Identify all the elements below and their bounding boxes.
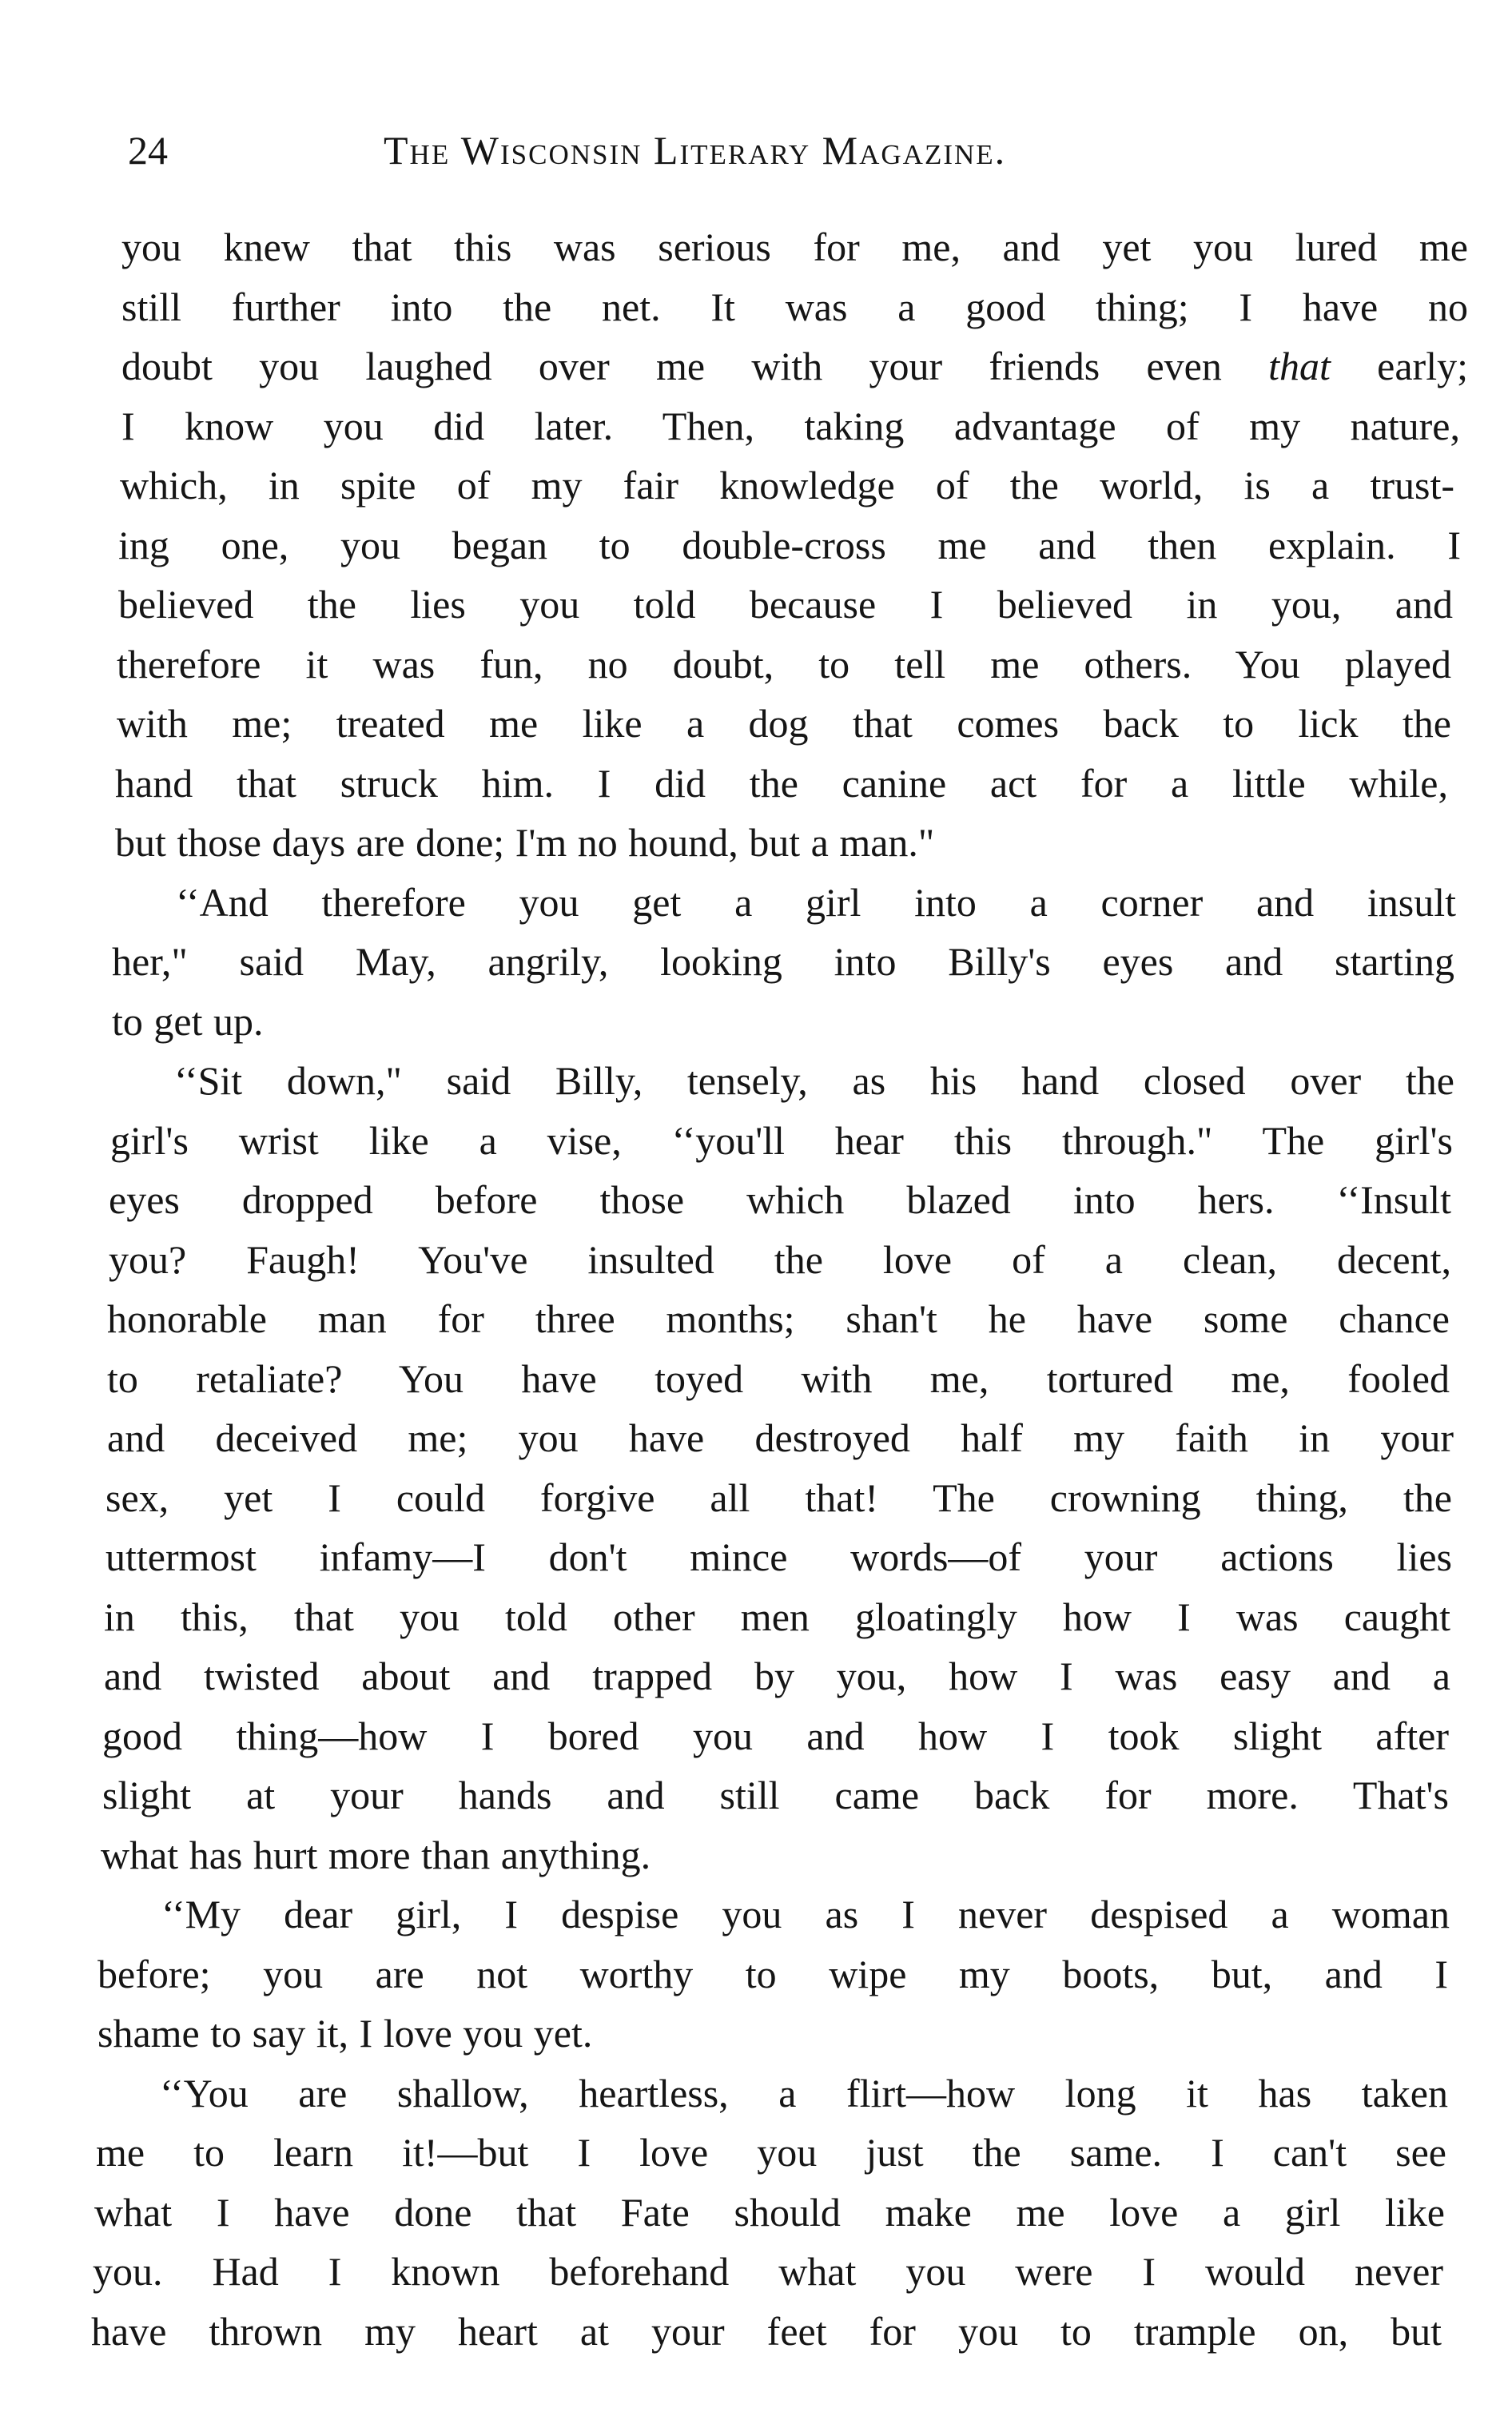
text-line-with-italic xyxy=(121,336,1468,396)
text-line: what has hurt more than anything. xyxy=(101,1832,651,1877)
text-line: which, in spite of my fair knowledge of the world, is a trust- xyxy=(120,463,1454,508)
text-line: you knew that this was serious for me, and yet you lured me xyxy=(121,225,1468,269)
running-title: The Wisconsin Literary Magazine. xyxy=(384,128,1007,173)
text-line: to retaliate? You have toyed with me, tortured me, fooled xyxy=(107,1355,1450,1401)
text-line: ‘‘Sit down," said Billy, tensely, as his hand closed over the xyxy=(174,1058,1454,1103)
text-line: before; you are not worthy to wipe my boots, but, and I xyxy=(97,1951,1448,1996)
text-line: me to learn it!—but I love you just the same. I can't see xyxy=(96,2130,1446,2175)
text-line: good thing—how I bored you and how I took slight after xyxy=(102,1713,1449,1758)
text-line: with me; treated me like a dog that comes back to lick the xyxy=(117,701,1451,746)
text-line: you? Faugh! You've insulted the love of a clean, decent, xyxy=(109,1236,1451,1282)
text-line: ‘‘My dear girl, I despise you as I never despised a woman xyxy=(161,1892,1450,1936)
text-line-part: early; xyxy=(1330,344,1468,388)
text-line: to get up. xyxy=(112,998,264,1044)
text-line: girl's wrist like a vise, ‘‘you'll hear this through." The girl's xyxy=(110,1117,1453,1163)
text-line: sex, yet I could forgive all that! The crowning thing, the xyxy=(105,1475,1452,1520)
text-line: you. Had I known beforehand what you were I would never xyxy=(93,2249,1443,2294)
body-text xyxy=(80,217,1470,2361)
text-line: ‘‘You are shallow, heartless, a flirt—how long it has taken xyxy=(160,2070,1448,2116)
text-line: I know you did later. Then, taking advantage of my nature, xyxy=(121,403,1460,448)
text-line: her," said May, angrily, looking into Billy's eyes and starting xyxy=(112,939,1454,984)
page-number: 24 xyxy=(128,128,168,173)
text-line: still further into the net. It was a good thing; I have no xyxy=(121,284,1468,329)
text-line: in this, that you told other men gloatingly how I was caught xyxy=(104,1594,1450,1639)
text-line: honorable man for three months; shan't he have some chance xyxy=(107,1296,1450,1341)
text-line: shame to say it, I love you yet. xyxy=(97,2011,593,2056)
text-line: eyes dropped before those which blazed into hers. ‘‘Insult xyxy=(109,1177,1451,1222)
text-line: hand that struck him. I did the canine act for a little while, xyxy=(115,760,1448,806)
text-line: and deceived me; you have destroyed half my faith in your xyxy=(107,1415,1454,1460)
text-line: ing one, you began to double-cross me and then explain. I xyxy=(118,522,1461,567)
text-line: therefore it was fun, no doubt, to tell me others. You played xyxy=(117,641,1451,687)
text-line: ‘‘And therefore you get a girl into a corner and insult xyxy=(176,879,1456,925)
text-line: uttermost infamy—I don't mince words—of your actions lies xyxy=(105,1534,1452,1579)
text-line: slight at your hands and still came back for more. That's xyxy=(102,1773,1449,1817)
text-line: but those days are done; I'm no hound, but a man." xyxy=(115,820,935,865)
text-line: what I have done that Fate should make me love a girl like xyxy=(94,2189,1445,2235)
page-header xyxy=(128,121,1454,179)
italic-word: that xyxy=(1268,344,1331,388)
text-line: believed the lies you told because I believed in you, and xyxy=(118,582,1453,627)
text-line-part: doubt you laughed over me with your friends even xyxy=(121,344,1222,388)
text-line: have thrown my heart at your feet for you to trample on, but xyxy=(91,2308,1442,2354)
text-line: and twisted about and trapped by you, how I was easy and a xyxy=(104,1654,1450,1698)
